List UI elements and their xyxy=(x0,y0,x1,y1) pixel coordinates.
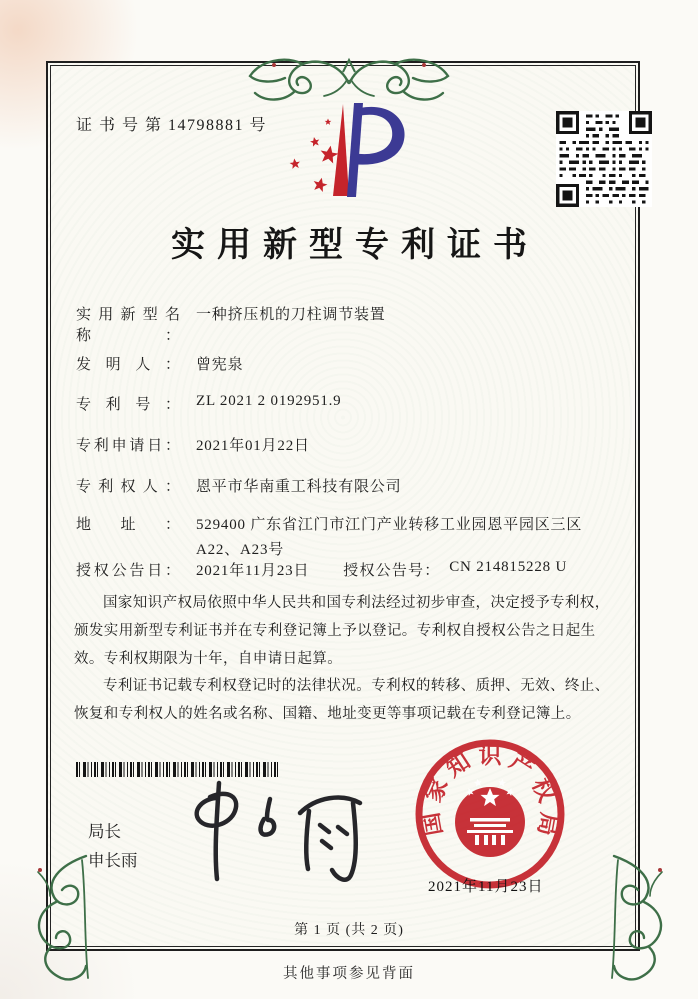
field-row-address xyxy=(76,513,622,563)
field-value: 一种挤压机的刀柱调节装置 xyxy=(196,307,386,323)
handwritten-signature-icon xyxy=(180,775,380,887)
field-label: 授权公告号： xyxy=(343,563,440,579)
seal-date: 2021年11月23日 xyxy=(428,879,544,895)
field-label: 专利申请日： xyxy=(76,438,180,454)
seal-char: 识 xyxy=(478,743,502,768)
seal-char: 局 xyxy=(533,810,562,838)
seal-char: 国 xyxy=(418,810,447,838)
field-value: 恩平市华南重工科技有限公司 xyxy=(196,479,402,495)
field-value: CN 214815228 U xyxy=(449,559,568,575)
field-row-grant xyxy=(76,559,622,580)
field-label: 专利号： xyxy=(76,397,180,413)
body-paragraph: 专利证书记载专利权登记时的法律状况。专利权的转移、质押、无效、终止、恢复和专利权人的姓名或名称、国籍、地址变更等事项记载在专利登记簿上。 xyxy=(74,678,610,723)
field-label: 授权公告日： xyxy=(76,563,180,579)
signer-title: 局长 xyxy=(88,823,121,841)
seal-char: 知 xyxy=(441,748,475,782)
field-pair-publication xyxy=(343,559,567,580)
field-label: 发明人： xyxy=(76,357,180,373)
seal-char: 产 xyxy=(505,748,539,782)
field-label: 实用新型名称： xyxy=(76,307,180,344)
field-row-patent-number xyxy=(76,393,622,414)
legal-text xyxy=(74,590,624,729)
page-indicator: 第 1 页 (共 2 页) xyxy=(294,923,404,938)
footer-note: 其他事项参见背面 xyxy=(283,966,415,982)
field-row-inventor xyxy=(76,353,622,374)
body-paragraph: 国家知识产权局依照中华人民共和国专利法经过初步审查，决定授予专利权，颁发实用新型专利证书并在专利登记簿上予以登记。专利权自授权公告之日起生效。专利权期限为十年，自申请日起算。 xyxy=(74,595,610,667)
field-label: 专利权人： xyxy=(76,479,180,495)
seal-char: 家 xyxy=(420,774,453,806)
seal-char: 权 xyxy=(527,774,560,806)
field-row-patentee xyxy=(76,475,622,496)
qr-code-icon xyxy=(556,111,652,207)
field-label: 地址： xyxy=(76,517,180,533)
field-value: 529400 广东省江门市江门产业转移工业园恩平园区三区 A22、A23号 xyxy=(196,517,583,558)
field-value: ZL 2021 2 0192951.9 xyxy=(196,393,342,409)
field-row-name xyxy=(76,303,622,345)
signer-name: 申长雨 xyxy=(88,851,138,870)
field-value: 曾宪泉 xyxy=(196,357,244,373)
certificate-number: 证 书 号 第 14798881 号 xyxy=(76,117,268,134)
cnipa-logo-icon xyxy=(282,100,416,208)
field-value: 2021年01月22日 xyxy=(196,438,310,454)
field-row-filing-date xyxy=(76,434,622,455)
certificate-title: 实用新型专利证书 xyxy=(171,227,539,264)
signer-block xyxy=(88,818,138,876)
field-value: 2021年11月23日 xyxy=(196,563,310,579)
